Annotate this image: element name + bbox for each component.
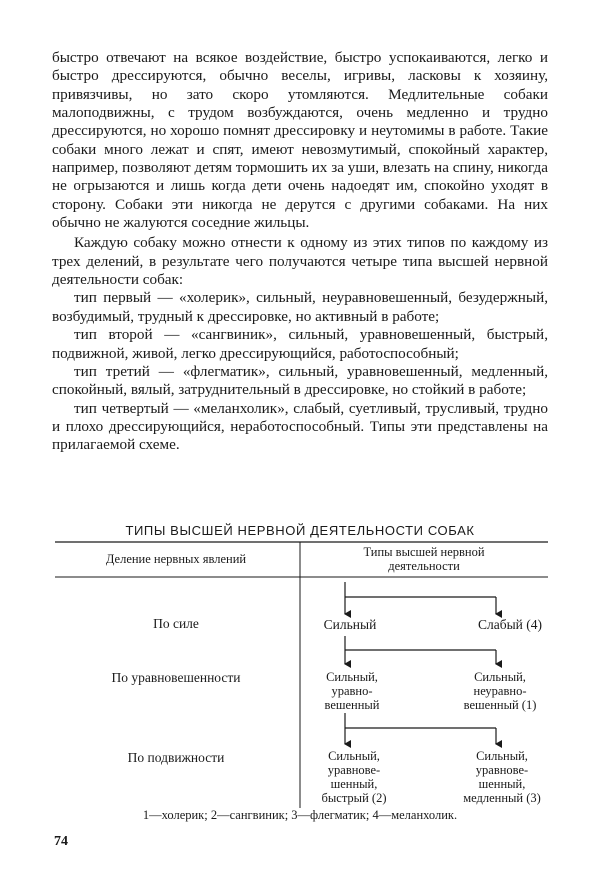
col1-header: Деление нервных явлений (105, 552, 247, 566)
node-fast-line4: быстрый (2) (321, 791, 387, 805)
paragraph-2: Каждую собаку можно отнести к одному из этих типов по каждому из трех делений, в результате чего получаются четыре типа высшей нервной деятельности собак: (52, 234, 548, 289)
node-unbalanced-line2: неуравно- (473, 684, 527, 698)
node-slow-line3: шенный, (478, 777, 526, 791)
node-fast-line3: шенный, (330, 777, 378, 791)
node-slow-line1: Сильный, (476, 749, 528, 763)
page-number: 74 (54, 834, 68, 849)
node-slow-line4: медленный (3) (463, 791, 541, 805)
paragraph-type-2: тип второй — «сангвиник», сильный, уравновешенный, быстрый, подвижной, живой, легко дрессирующийся, работоспособный; (52, 326, 548, 362)
paragraph-1: быстро отвечают на всякое воздействие, быстро успокаиваются, легко и быстро дрессируются, обычно веселы, игривы, ласковы к хозяину, привязчивы, но зато скоро утомляются. Медлительные собаки малоподвижны, с трудом возбуждаются, очень медленно и трудно дрессируются, но хорошо помнят дрессировку и неутомимы в работе. Такие собаки много лежат и спят, имеют невозмутимый, спокойный характер, например, позволяют детям тормошить их за уши, влезать на спину, никогда не огрызаются и лишь когда дети очень надоедят им, спокойно уходят в сторону. Собаки эти никогда не дерутся с другими собаками. На них обычно не жалуются соседние жильцы. (52, 49, 548, 232)
row-label-balance: По уравновешенности (111, 670, 241, 685)
node-unbalanced-line3: вешенный (1) (463, 698, 537, 712)
row-label-strength: По силе (153, 616, 199, 631)
node-unbalanced-line1: Сильный, (474, 670, 526, 684)
paragraph-type-4: тип четвертый — «меланхолик», слабый, суетливый, трусливый, трудно и плохо дрессирующийся, неработоспособный. Типы эти представлены на прилагаемой схеме. (52, 399, 548, 454)
paragraph-type-1: тип первый — «холерик», сильный, неуравновешенный, безудержный, возбудимый, трудный к дрессировке, но активный в работе; (52, 289, 548, 325)
scheme-caption: 1—холерик; 2—сангвиник; 3—флегматик; 4—меланхолик. (142, 808, 458, 822)
node-strong: Сильный (323, 617, 377, 632)
node-fast-line2: уравнове- (327, 763, 381, 777)
node-balanced-line2: уравно- (331, 684, 373, 698)
paragraph-type-3: тип третий — «флегматик», сильный, уравновешенный, медленный, спокойный, вялый, затруднительный в дрессировке, но стойкий в работе; (52, 362, 548, 399)
col2-header-line2: деятельности (388, 559, 460, 573)
node-fast-line1: Сильный, (328, 749, 380, 763)
node-slow-line2: уравнове- (475, 763, 529, 777)
table-title: ТИПЫ ВЫСШЕЙ НЕРВНОЙ ДЕЯТЕЛЬНОСТИ СОБАК (125, 523, 475, 538)
col2-header-line1: Типы высшей нервной (363, 545, 485, 559)
node-weak: Слабый (4) (477, 617, 543, 632)
node-balanced-line3: вешенный (324, 698, 380, 712)
row-label-mobility: По подвижности (127, 750, 225, 765)
node-balanced-line1: Сильный, (326, 670, 378, 684)
